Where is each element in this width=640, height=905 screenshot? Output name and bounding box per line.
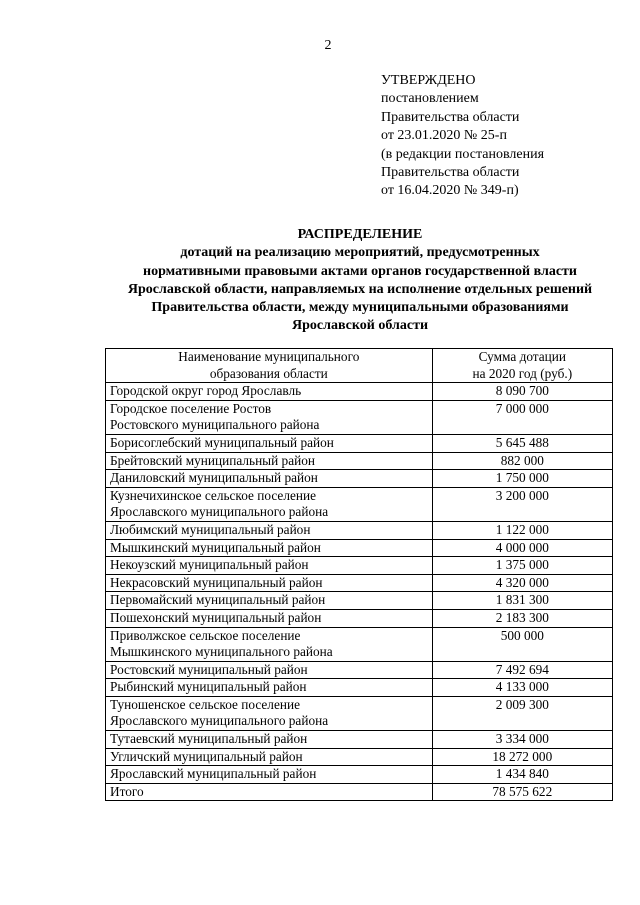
approval-line: Правительства области	[381, 165, 520, 181]
municipality-name: Угличский муниципальный район	[106, 748, 433, 766]
title-line: Ярославской области, направляемых на исполнение отдельных решений	[127, 281, 593, 297]
municipality-name: Итого	[106, 783, 433, 801]
table-row	[106, 731, 613, 749]
table-row	[106, 470, 613, 488]
table-row	[106, 661, 613, 679]
municipality-name: Некоузский муниципальный район	[106, 557, 433, 575]
municipality-name: Даниловский муниципальный район	[106, 470, 433, 488]
subsidy-amount: 3 200 000	[432, 487, 612, 521]
approval-line: постановлением	[381, 91, 479, 107]
municipality-name: Борисоглебский муниципальный район	[106, 434, 433, 452]
header-amount	[432, 349, 612, 383]
subsidy-amount: 78 575 622	[432, 783, 612, 801]
subsidy-amount: 3 334 000	[432, 731, 612, 749]
subsidy-amount: 7 000 000	[432, 400, 612, 434]
header-amount-line: на 2020 год (руб.)	[472, 365, 573, 381]
subsidy-amount: 882 000	[432, 452, 612, 470]
document-title	[100, 226, 620, 336]
table-row	[106, 627, 613, 661]
municipality-name: Любимский муниципальный район	[106, 521, 433, 539]
municipality-name: Тутаевский муниципальный район	[106, 731, 433, 749]
approval-line: (в редакции постановления	[381, 146, 545, 162]
municipality-name: Первомайский муниципальный район	[106, 592, 433, 610]
municipality-name: Кузнечихинское сельское поселение Ярославского муниципального района	[106, 487, 433, 521]
subsidy-amount: 4 320 000	[432, 574, 612, 592]
title-line: РАСПРЕДЕЛЕНИЕ	[297, 227, 423, 242]
subsidy-amount: 1 434 840	[432, 766, 612, 784]
approval-line: УТВЕРЖДЕНО	[381, 73, 476, 88]
title-line: Ярославской области	[291, 318, 429, 334]
approval-line: от 23.01.2020 № 25-п	[381, 128, 507, 144]
header-municipality	[106, 349, 433, 383]
subsidy-amount: 1 831 300	[432, 592, 612, 610]
municipality-name: Некрасовский муниципальный район	[106, 574, 433, 592]
approval-stamp	[381, 72, 544, 201]
table-row	[106, 434, 613, 452]
municipality-name: Ростовский муниципальный район	[106, 661, 433, 679]
table-row	[106, 574, 613, 592]
municipality-name: Пошехонский муниципальный район	[106, 609, 433, 627]
approval-line: Правительства области	[381, 109, 520, 125]
subsidy-amount: 7 492 694	[432, 661, 612, 679]
page-number: 2	[324, 38, 332, 53]
title-line: нормативными правовыми актами органов государственной власти	[143, 263, 577, 279]
subsidy-amount: 8 090 700	[432, 383, 612, 401]
table-body	[106, 383, 613, 801]
municipality-name: Мышкинский муниципальный район	[106, 539, 433, 557]
table-row	[106, 557, 613, 575]
header-municipality-line: образования области	[209, 365, 328, 381]
distribution-table	[105, 348, 613, 801]
subsidy-amount: 5 645 488	[432, 434, 612, 452]
municipality-name: Брейтовский муниципальный район	[106, 452, 433, 470]
table-row	[106, 400, 613, 434]
municipality-name: Туношенское сельское поселение Ярославского муниципального района	[106, 696, 433, 730]
municipality-name: Городской округ город Ярославль	[106, 383, 433, 401]
subsidy-amount: 4 133 000	[432, 679, 612, 697]
title-line: дотаций на реализацию мероприятий, предусмотренных	[180, 245, 540, 261]
table-row	[106, 609, 613, 627]
title-line: Правительства области, между муниципальными образованиями	[151, 300, 569, 316]
subsidy-amount: 4 000 000	[432, 539, 612, 557]
table-row	[106, 592, 613, 610]
municipality-name: Ярославский муниципальный район	[106, 766, 433, 784]
table-row	[106, 487, 613, 521]
subsidy-amount: 500 000	[432, 627, 612, 661]
table-row	[106, 521, 613, 539]
table-row	[106, 748, 613, 766]
subsidy-amount: 2 183 300	[432, 609, 612, 627]
municipality-name: Городское поселение Ростов Ростовского муниципального района	[106, 400, 433, 434]
table-row	[106, 539, 613, 557]
table-row	[106, 783, 613, 801]
table-row	[106, 383, 613, 401]
subsidy-amount: 1 122 000	[432, 521, 612, 539]
subsidy-amount: 18 272 000	[432, 748, 612, 766]
table-row	[106, 696, 613, 730]
subsidy-amount: 2 009 300	[432, 696, 612, 730]
header-amount-line: Сумма дотации	[478, 349, 567, 364]
municipality-name: Рыбинский муниципальный район	[106, 679, 433, 697]
table-row	[106, 452, 613, 470]
municipality-name: Приволжское сельское поселение Мышкинского муниципального района	[106, 627, 433, 661]
table-row	[106, 679, 613, 697]
header-municipality-line: Наименование муниципального	[178, 349, 360, 364]
approval-line: от 16.04.2020 № 349-п)	[381, 183, 519, 199]
table-header-row	[106, 349, 613, 383]
table-row	[106, 766, 613, 784]
subsidy-amount: 1 750 000	[432, 470, 612, 488]
subsidy-amount: 1 375 000	[432, 557, 612, 575]
